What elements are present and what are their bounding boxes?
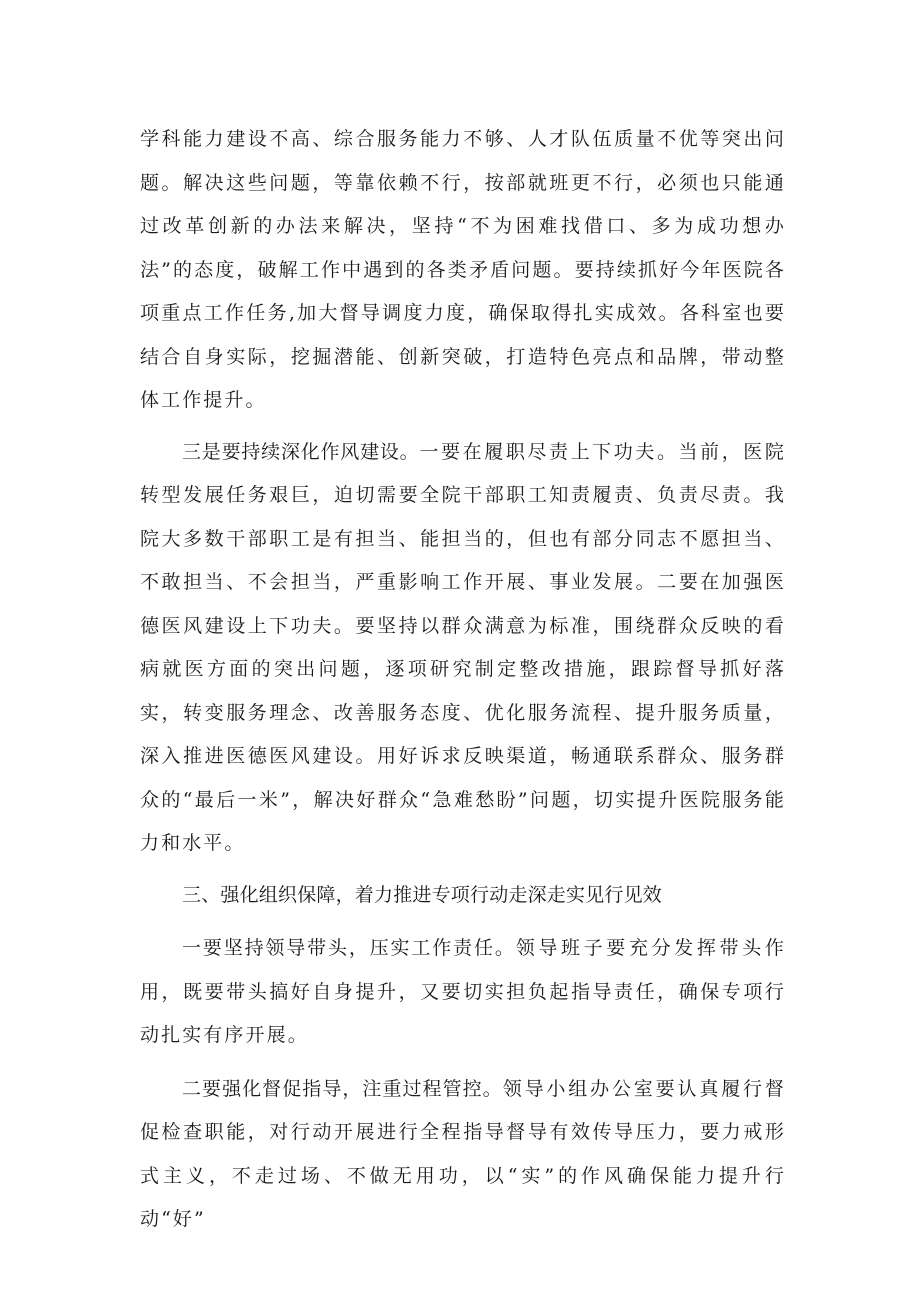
paragraph-discipline-capacity: 学科能力建设不高、综合服务能力不够、人才队伍质量不优等突出问题。解决这些问题，等靠依赖不行，按部就班更不行，必须也只能通过改革创新的办法来解决，坚持“不为困难找借口、多为成功想办法”的态度，破解工作中遇到的各类矛盾问题。要持续抓好今年医院各项重点工作任务,加大督导调度力度，确保取得扎实成效。各科室也要结合自身实际，挖掘潜能、创新突破，打造特色亮点和品牌，带动整体工作提升。 <box>140 128 786 411</box>
section-heading-organization: 三、强化组织保障，着力推进专项行动走深走实见行见效 <box>182 883 663 906</box>
paragraph-supervision <box>140 1068 786 1242</box>
paragraph-lead-supervision: 二要强化督促指导，注重过程管控。 <box>182 1077 503 1100</box>
paragraph-lead-work-style: 三是要持续深化作风建设。 <box>182 440 420 463</box>
paragraph-body-leadership: 领导班子要充分发挥带头作用，既要带头搞好自身提升，又要切实担负起指导责任，确保专项行动扎实有序开展。 <box>140 937 786 1046</box>
document-body <box>140 118 786 1242</box>
paragraph-lead-leadership: 一要坚持领导带头，压实工作责任。 <box>182 937 516 959</box>
paragraph-work-style <box>140 431 786 866</box>
paragraph-leadership <box>140 927 786 1058</box>
paragraph-body-work-style: 一要在履职尽责上下功夫。当前，医院转型发展任务艰巨，迫切需要全院干部职工知责履责、负责尽责。我院大多数干部职工是有担当、能担当的，但也有部分同志不愿担当、不敢担当、不会担当，严重影响工作开展、事业发展。二要在加强医德医风建设上下功夫。要坚持以群众满意为标准，围绕群众反映的看病就医方面的突出问题，逐项研究制定整改措施，跟踪督导抓好落实，转变服务理念、改善服务态度、优化服务流程、提升服务质量，深入推进医德医风建设。用好诉求反映渠道，畅通联系群众、服务群众的“最后一米”，解决好群众“急难愁盼”问题，切实提升医院服务能力和水平。 <box>140 440 786 854</box>
paragraph-body-supervision: 领导小组办公室要认真履行督促检查职能，对行动开展进行全程指导督导有效传导压力，要力戒形式主义，不走过场、不做无用功，以“实”的作风确保能力提升行动“好” <box>140 1077 786 1230</box>
